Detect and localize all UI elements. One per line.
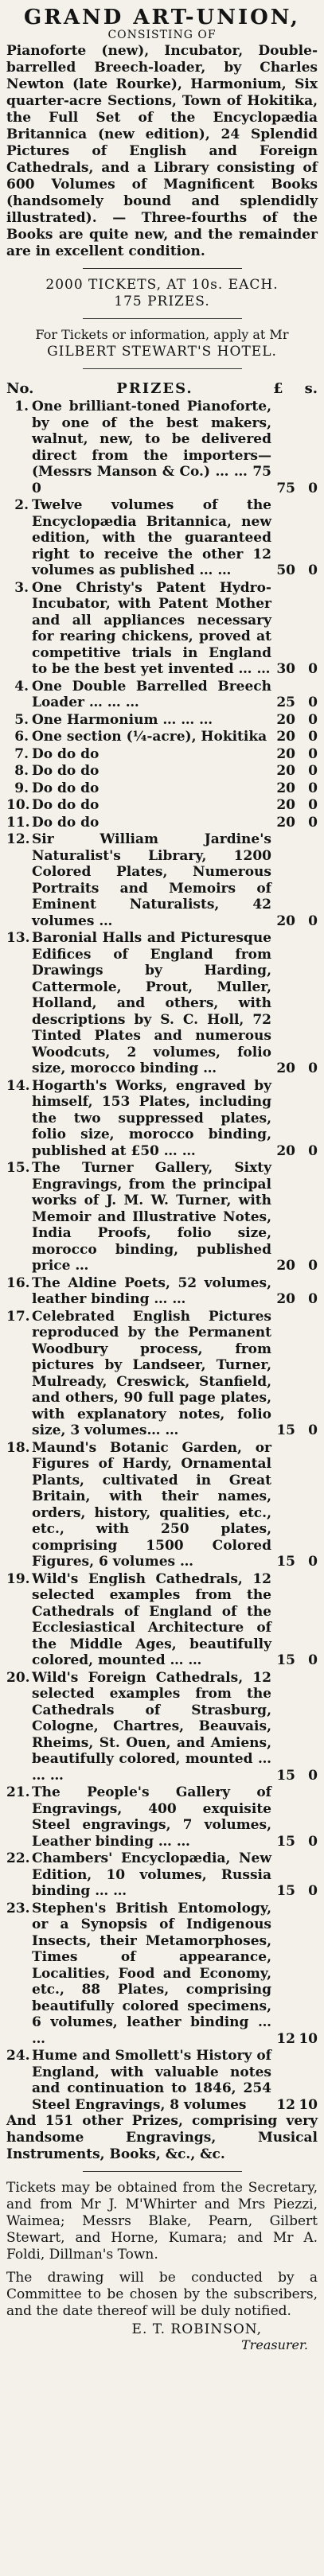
prize-row — [6, 746, 318, 763]
prize-row — [6, 780, 318, 797]
prize-row — [6, 399, 318, 496]
prize-list — [6, 399, 318, 2113]
prize-pounds: 15 — [276, 1883, 295, 1899]
prize-shillings: 0 — [308, 780, 318, 796]
prize-row — [6, 797, 318, 814]
prize-row — [6, 497, 318, 579]
prize-shillings: 0 — [308, 1767, 318, 1784]
prize-number: 16. — [6, 1274, 30, 1291]
prize-pounds: 20 — [276, 763, 295, 779]
prize-pounds: 20 — [276, 729, 295, 745]
prize-row — [6, 679, 318, 711]
prize-pounds: 15 — [276, 1833, 295, 1850]
prize-value — [275, 1850, 318, 1900]
prize-number: 22. — [6, 1850, 30, 1866]
prize-pounds: 20 — [276, 780, 295, 796]
prize-shillings: 0 — [308, 695, 318, 710]
prize-value — [275, 831, 318, 929]
prize-shillings: 0 — [308, 814, 318, 831]
prize-row — [6, 1571, 318, 1669]
prize-description: Do do do — [32, 797, 100, 813]
prize-shillings: 0 — [308, 729, 318, 745]
prize-number: 18. — [6, 1439, 30, 1456]
prize-row — [6, 2048, 318, 2113]
prize-description: Wild's Foreign Cathedrals, 12 selected examples from the Cathedrals of Strasburg, Cologne, Chartres, Beauvais, Rheims, St. Ouen, and Amiens, beautifully colored, mounted … … … — [32, 1669, 271, 1784]
prize-value — [275, 1160, 318, 1274]
prize-shillings: 0 — [308, 661, 318, 677]
prize-pounds: 20 — [276, 1142, 295, 1159]
prize-number: 9. — [14, 780, 29, 796]
prize-description: Wild's English Cathedrals, 12 selected examples from the Cathedrals of England of the Ecclesiastical Architecture of the Middle Ages, beautifully colored, mounted … … — [32, 1570, 271, 1668]
signature-name: E. T. ROBINSON, — [131, 2321, 262, 2337]
prize-shillings: 10 — [299, 2096, 318, 2113]
prize-number: 2. — [14, 497, 29, 513]
col-currency — [273, 380, 318, 398]
prize-shillings: 0 — [308, 1554, 318, 1570]
prize-row — [6, 1078, 318, 1160]
prize-pounds: 20 — [276, 1258, 295, 1274]
prize-number: 19. — [6, 1570, 30, 1587]
other-prizes: And 151 other Prizes, comprising very handsome Engravings, Musical Instruments, Books, &c., &c. — [6, 2113, 318, 2162]
prize-row — [6, 1160, 318, 1274]
prize-shillings: 10 — [299, 2030, 318, 2047]
prize-row — [6, 1784, 318, 1850]
prize-value — [275, 1670, 318, 1784]
prize-value — [275, 1309, 318, 1439]
prize-shillings: 0 — [308, 763, 318, 779]
prize-value — [275, 797, 318, 814]
prize-pounds: 30 — [276, 661, 295, 677]
prize-value — [275, 780, 318, 797]
prize-pounds: 15 — [276, 1767, 295, 1784]
prize-pounds: 15 — [276, 1422, 295, 1438]
prize-shillings: 0 — [308, 711, 318, 728]
prize-shillings: 0 — [308, 1883, 318, 1899]
prize-number: 15. — [6, 1160, 30, 1176]
prize-description: One brilliant-toned Pianoforte, by one of the best makers, walnut, new, to be delivered direct from the importers—(Messrs Manson & Co.) … … 75 0 — [32, 399, 271, 496]
prize-pounds: 20 — [276, 1291, 295, 1307]
prize-number: 4. — [14, 678, 29, 695]
prize-shillings: 0 — [308, 562, 318, 578]
prize-description: Do do do — [32, 763, 100, 779]
prize-description: Chambers' Encyclopædia, New Edition, 10 volumes, Russia binding … … — [32, 1850, 271, 1899]
prize-value — [275, 2048, 318, 2113]
prize-value — [275, 497, 318, 579]
prize-description: The People's Gallery of Engravings, 400 exquisite Steel engravings, 7 volumes, Leather binding … … — [32, 1784, 271, 1850]
prize-description: Twelve volumes of the Encyclopædia Britannica, new edition, with the guaranteed right to receive the other 12 volumes as published … … — [32, 497, 271, 578]
prize-value — [275, 729, 318, 745]
prize-row — [6, 1309, 318, 1439]
prize-shillings: 0 — [308, 797, 318, 813]
prize-value — [275, 930, 318, 1077]
prize-pounds: 20 — [276, 797, 295, 813]
prize-number: 5. — [14, 711, 29, 728]
consisting-label: CONSISTING OF — [107, 29, 217, 41]
prize-value — [275, 399, 318, 496]
prize-number: 20. — [6, 1669, 30, 1686]
prize-row — [6, 815, 318, 831]
prize-value — [275, 1571, 318, 1669]
prize-row — [6, 930, 318, 1077]
prize-row — [6, 1670, 318, 1784]
prize-value — [275, 1901, 318, 2048]
col-shilling: s. — [304, 380, 318, 397]
prize-description: The Turner Gallery, Sixty Engravings, from the principal works of J. M. W. Turner, with Memoir and Illustrative Notes, India Proofs, folio size, morocco binding, published price … — [32, 1160, 271, 1274]
prize-number: 10. — [6, 797, 30, 813]
prize-pounds: 20 — [276, 912, 295, 929]
prize-number: 17. — [6, 1308, 30, 1325]
prize-number: 6. — [14, 729, 29, 745]
prize-description: Sir William Jardine's Naturalist's Library, 1200 Colored Plates, Numerous Portraits and Memoirs of Eminent Naturalists, 42 volumes … — [32, 831, 271, 929]
prize-number: 8. — [14, 763, 29, 779]
prize-pounds: 75 — [276, 480, 295, 496]
prize-row — [6, 729, 318, 745]
prize-description: Hogarth's Works, engraved by himself, 153 Plates, including the two suppressed plates, folio size, morocco binding, published at £50 … … — [32, 1077, 271, 1159]
prize-number: 11. — [6, 814, 30, 831]
prize-shillings: 0 — [308, 1142, 318, 1159]
prize-pounds: 25 — [276, 695, 295, 710]
prize-shillings: 0 — [308, 1258, 318, 1274]
divider — [83, 268, 242, 269]
hotel-name: GILBERT STEWART'S HOTEL. — [47, 344, 277, 360]
prize-pounds: 15 — [276, 1554, 295, 1570]
prize-number: 23. — [6, 1900, 30, 1916]
prize-value — [275, 1078, 318, 1160]
divider — [83, 318, 242, 319]
prize-pounds: 20 — [276, 711, 295, 728]
prize-number: 12. — [6, 831, 30, 847]
col-pound: £ — [273, 380, 283, 397]
prize-value — [275, 1440, 318, 1570]
prize-value — [275, 815, 318, 831]
prize-value — [275, 746, 318, 763]
prize-description: Hume and Smollett's History of England, with valuable notes and continuation to 1846, 254 Steel Engravings, 8 volumes — [32, 2048, 271, 2113]
signature-title: Treasurer. — [241, 2337, 308, 2352]
prize-description: Baronial Halls and Picturesque Edifices of England from Drawings by Harding, Cattermole, Prout, Muller, Holland, and others, with descriptions by S. C. Holl, 72 Tinted Plates and numerous Woodcuts, 2 volumes, folio size, morocco binding … — [32, 930, 271, 1076]
prize-description: One Double Barrelled Breech Loader … … … — [32, 678, 271, 710]
prize-description: One section (¼-acre), Hokitika — [32, 729, 267, 745]
prize-value — [275, 580, 318, 678]
prize-number: 14. — [6, 1077, 30, 1094]
note-tickets: Tickets may be obtained from the Secretary, and from Mr J. M'Whirter and Mrs Piezzi, Waimea; Messrs Blake, Pearn, Gilbert Stewart, and Horne, Kumara; and Mr A. Foldi, Dillman's Town. — [6, 2180, 318, 2263]
prize-pounds: 15 — [276, 1652, 295, 1668]
prize-shillings: 0 — [308, 1291, 318, 1307]
prize-row — [6, 1901, 318, 2048]
prize-shillings: 0 — [308, 1060, 318, 1076]
prize-pounds: 50 — [276, 562, 295, 578]
prize-shillings: 0 — [308, 1833, 318, 1850]
prize-shillings: 0 — [308, 480, 318, 496]
prize-shillings: 0 — [308, 745, 318, 762]
prize-row — [6, 712, 318, 729]
prize-shillings: 0 — [308, 1422, 318, 1438]
prize-description: One Harmonium … … … — [32, 711, 213, 728]
prize-row — [6, 831, 318, 929]
divider — [83, 2171, 242, 2172]
prizes-count: 175 PRIZES. — [114, 294, 210, 309]
prize-number: 7. — [14, 745, 29, 762]
prize-description: Do do do — [32, 814, 100, 831]
prize-pounds: 12 — [276, 2030, 295, 2047]
prize-row — [6, 763, 318, 780]
prize-pounds: 20 — [276, 814, 295, 831]
prize-number: 24. — [6, 2048, 30, 2064]
prize-pounds: 20 — [276, 1060, 295, 1076]
prize-row — [6, 1275, 318, 1308]
prize-row — [6, 580, 318, 678]
prize-number: 21. — [6, 1784, 30, 1800]
prize-shillings: 0 — [308, 912, 318, 929]
prize-value — [275, 712, 318, 729]
tickets-line: 2000 TICKETS, AT 10s. EACH. — [45, 277, 279, 293]
prize-number: 3. — [14, 579, 29, 596]
prize-row — [6, 1850, 318, 1900]
prize-number: 13. — [6, 930, 30, 946]
prize-table-header — [6, 380, 318, 398]
prize-value — [275, 763, 318, 780]
intro-paragraph: Pianoforte (new), Incubator, Double-barrelled Breech-loader, by Charles Newton (late Rourke), Harmonium, Six quarter-acre Sections, Town of Hokitika, the Full Set of the Encyclopædia Britannica (new edition), 24 Splendid Pictures of English and Foreign Cathedrals, and a Library consisting of 600 Volumes of Magnificent Books (handsomely bound and splendidly illustrated). — Three-fourths of the Books are quite new, and the remainder are in excellent condition. — [6, 43, 318, 259]
prize-value — [275, 1275, 318, 1308]
prize-row — [6, 1440, 318, 1570]
prize-pounds: 20 — [276, 745, 295, 762]
prize-description: Stephen's British Entomology, or a Synopsis of Indigenous Insects, their Metamorphoses, Times of appearance, Localities, Food and Economy, etc., 88 Plates, comprising beautifully colored specimens, 6 volumes, leather binding … … — [32, 1900, 271, 2047]
prize-shillings: 0 — [308, 1652, 318, 1668]
note-drawing: The drawing will be conducted by a Committee to be chosen by the subscribers, and the date thereof will be duly notified. — [6, 2270, 318, 2319]
col-no: No. — [6, 380, 34, 397]
prize-number: 1. — [14, 399, 29, 414]
page-title: GRAND ART-UNION, — [24, 6, 300, 29]
apply-line: For Tickets or information, apply at Mr — [35, 327, 289, 342]
prize-description: One Christy's Patent Hydro-Incubator, with Patent Mother and all appliances necessary for rearing chickens, proved at competitive trials in England to be the best yet invented … … — [32, 579, 271, 677]
prize-description: Maund's Botanic Garden, or Figures of Hardy, Ornamental Plants, cultivated in Great Britain, with their names, orders, history, qualities, etc., etc., with 250 plates, comprising 1500 Colored Figures, 6 volumes … — [32, 1439, 271, 1570]
prize-description: Do do do — [32, 745, 100, 762]
divider — [83, 368, 242, 369]
col-prizes: PRIZES. — [116, 380, 193, 397]
prize-description: The Aldine Poets, 52 volumes, leather binding … … — [32, 1274, 271, 1307]
prize-value — [275, 1784, 318, 1850]
prize-description: Do do do — [32, 780, 100, 796]
prize-description: Celebrated English Pictures reproduced by the Permanent Woodbury process, from pictures by Landseer, Turner, Mulready, Creswick, Stanfield, and others, 90 full page plates, with explanatory notes, folio size, 3 volumes… … — [32, 1308, 271, 1438]
prize-value — [275, 679, 318, 711]
prize-pounds: 12 — [276, 2096, 295, 2113]
